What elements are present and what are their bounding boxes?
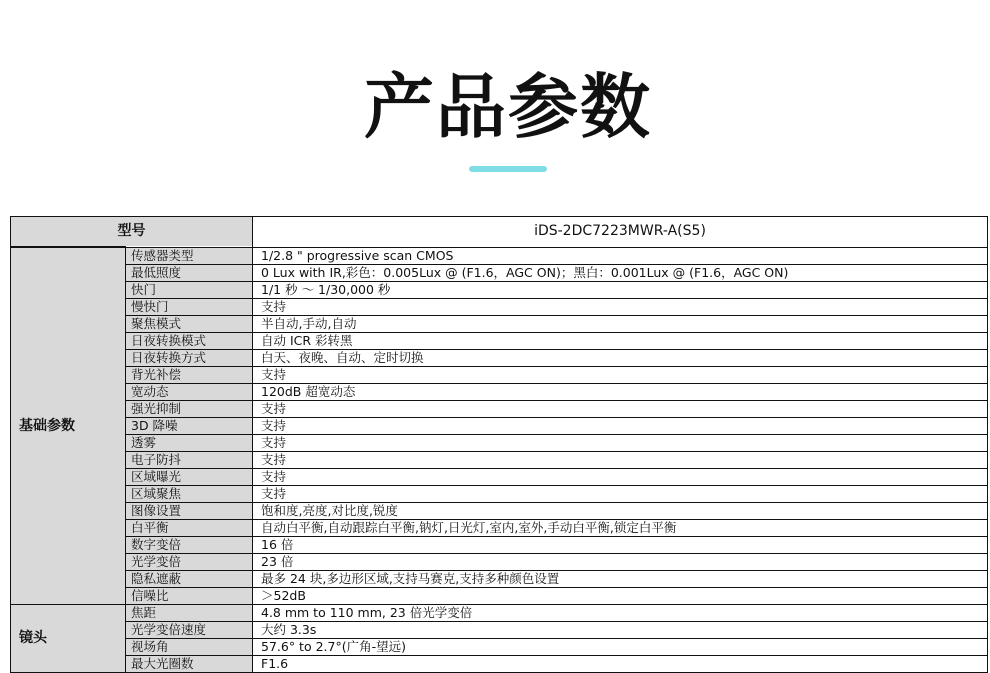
param-value: 57.6° to 2.7°(广角-望远) (253, 638, 988, 655)
table-row (11, 502, 988, 519)
param-label: 背光补偿 (126, 366, 253, 383)
table-row (11, 400, 988, 417)
param-value: 自动 ICR 彩转黑 (253, 332, 988, 349)
param-value: 1/1 秒 ～ 1/30,000 秒 (253, 281, 988, 298)
table-row (11, 417, 988, 434)
param-value: 支持 (253, 485, 988, 502)
page-title: 产品参数 (364, 66, 652, 148)
param-label: 隐私遮蔽 (126, 570, 253, 587)
param-label: 传感器类型 (126, 247, 253, 264)
table-row (11, 315, 988, 332)
param-value: ＞52dB (253, 587, 988, 604)
param-label: 最低照度 (126, 264, 253, 281)
table-row (11, 264, 988, 281)
spec-table (10, 216, 988, 673)
table-row (11, 332, 988, 349)
param-label: 日夜转换方式 (126, 349, 253, 366)
param-value: 1/2.8 " progressive scan CMOS (253, 247, 988, 264)
param-value: 120dB 超宽动态 (253, 383, 988, 400)
model-row (11, 217, 988, 248)
table-row (11, 247, 988, 264)
param-value: 饱和度,亮度,对比度,锐度 (253, 502, 988, 519)
table-row (11, 366, 988, 383)
param-label: 聚焦模式 (126, 315, 253, 332)
param-label: 光学变倍 (126, 553, 253, 570)
param-label: 视场角 (126, 638, 253, 655)
param-label: 电子防抖 (126, 451, 253, 468)
table-row (11, 349, 988, 366)
param-value: 白天、夜晚、自动、定时切换 (253, 349, 988, 366)
table-row (11, 621, 988, 638)
param-label: 信噪比 (126, 587, 253, 604)
table-row (11, 434, 988, 451)
param-label: 透雾 (126, 434, 253, 451)
param-value: F1.6 (253, 655, 988, 672)
param-value: 半自动,手动,自动 (253, 315, 988, 332)
param-label: 区域曝光 (126, 468, 253, 485)
param-label: 光学变倍速度 (126, 621, 253, 638)
param-value: 支持 (253, 400, 988, 417)
table-row (11, 519, 988, 536)
table-row (11, 468, 988, 485)
table-row (11, 604, 988, 621)
param-value: 支持 (253, 417, 988, 434)
table-row (11, 570, 988, 587)
param-label: 慢快门 (126, 298, 253, 315)
title-underline (469, 166, 547, 172)
param-value: 支持 (253, 298, 988, 315)
param-label: 最大光圈数 (126, 655, 253, 672)
param-value: 支持 (253, 468, 988, 485)
table-row (11, 638, 988, 655)
model-label: 型号 (11, 217, 253, 248)
table-row (11, 655, 988, 672)
param-value: 0 Lux with IR,彩色：0.005Lux @ (F1.6，AGC ON)；黑白：0.001Lux @ (F1.6，AGC ON) (253, 264, 988, 281)
table-row (11, 536, 988, 553)
table-row (11, 485, 988, 502)
table-row (11, 281, 988, 298)
param-value: 支持 (253, 451, 988, 468)
param-value: 大约 3.3s (253, 621, 988, 638)
param-label: 日夜转换模式 (126, 332, 253, 349)
param-label: 白平衡 (126, 519, 253, 536)
table-row (11, 383, 988, 400)
param-label: 区域聚焦 (126, 485, 253, 502)
param-label: 图像设置 (126, 502, 253, 519)
param-value: 23 倍 (253, 553, 988, 570)
table-row (11, 298, 988, 315)
param-label: 3D 降噪 (126, 417, 253, 434)
group-name: 镜头 (11, 604, 126, 672)
param-label: 数字变倍 (126, 536, 253, 553)
param-value: 4.8 mm to 110 mm, 23 倍光学变倍 (253, 604, 988, 621)
table-row (11, 553, 988, 570)
model-value: iDS-2DC7223MWR-A(S5) (253, 217, 988, 248)
group-name: 基础参数 (11, 247, 126, 604)
param-label: 宽动态 (126, 383, 253, 400)
table-row (11, 451, 988, 468)
param-value: 最多 24 块,多边形区域,支持马赛克,支持多种颜色设置 (253, 570, 988, 587)
param-value: 16 倍 (253, 536, 988, 553)
param-value: 支持 (253, 434, 988, 451)
param-label: 快门 (126, 281, 253, 298)
param-value: 自动白平衡,自动跟踪白平衡,钠灯,日光灯,室内,室外,手动白平衡,锁定白平衡 (253, 519, 988, 536)
param-value: 支持 (253, 366, 988, 383)
param-label: 强光抑制 (126, 400, 253, 417)
param-label: 焦距 (126, 604, 253, 621)
table-row (11, 587, 988, 604)
